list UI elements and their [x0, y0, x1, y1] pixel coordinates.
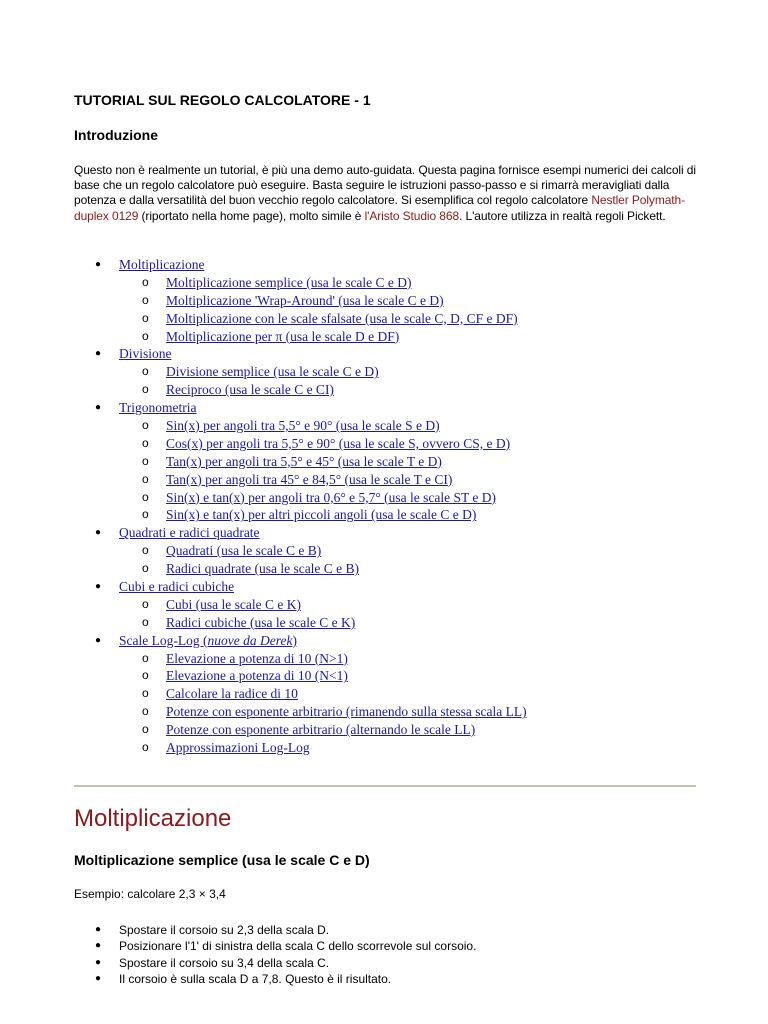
toc-section-link[interactable] [119, 633, 297, 648]
circle-bullet-icon: o [142, 310, 149, 325]
toc-subitem [74, 739, 696, 757]
circle-bullet-icon: o [142, 686, 149, 701]
toc-section-label: Quadrati e radici quadrate [119, 525, 260, 541]
circle-bullet-icon: o [142, 507, 149, 522]
step-item [74, 922, 476, 938]
steps-list [74, 922, 476, 988]
toc-section-label: Divisione [119, 346, 172, 362]
toc-subitem-link[interactable]: Radici quadrate (usa le scale C e B) [166, 561, 360, 577]
step-item [74, 955, 476, 971]
bullet-icon: ● [95, 924, 102, 935]
bullet-icon: ● [95, 402, 102, 414]
toc-subitem-link[interactable]: Elevazione a potenza di 10 (N>1) [166, 650, 348, 666]
circle-bullet-icon: o [142, 435, 149, 450]
circle-bullet-icon: o [142, 453, 149, 468]
circle-bullet-icon: o [142, 704, 149, 719]
toc-subitem-link[interactable]: Cubi (usa le scale C e K) [166, 596, 301, 612]
intro-text-2: (riportato nella home page), molto simile è [138, 208, 365, 223]
toc-subitem-link[interactable]: Calcolare la radice di 10 [166, 686, 298, 702]
circle-bullet-icon: o [142, 650, 149, 665]
step-item [74, 938, 476, 954]
toc-subitem [74, 363, 696, 381]
toc-section-item [74, 256, 696, 274]
circle-bullet-icon: o [142, 489, 149, 504]
toc-section-label-end: ) [292, 632, 297, 648]
step-text: Spostare il corsoio su 3,4 della scala C. [119, 955, 330, 970]
example-text: Esempio: calcolare 2,3 × 3,4 [74, 887, 226, 901]
subsection-title: Moltiplicazione semplice (usa le scale C e D) [74, 852, 370, 868]
toc-subitem [74, 435, 696, 453]
toc-subitem [74, 328, 696, 346]
toc-subitem-link[interactable]: Sin(x) per angoli tra 5,5° e 90° (usa le scale S e D) [166, 418, 440, 434]
toc-section-label: Cubi e radici cubiche [119, 579, 235, 595]
toc-subitem-link[interactable]: Quadrati (usa le scale C e B) [166, 543, 322, 559]
toc-section-item [74, 345, 696, 363]
step-item [74, 971, 476, 987]
toc-subitem [74, 453, 696, 471]
step-text: Il corsoio è sulla scala D a 7,8. Questo è il risultato. [119, 972, 392, 987]
circle-bullet-icon: o [142, 364, 149, 379]
circle-bullet-icon: o [142, 561, 149, 576]
toc-section-item [74, 524, 696, 542]
toc-subitem [74, 417, 696, 435]
toc-subitem-link[interactable]: Moltiplicazione per π (usa le scale D e DF) [166, 328, 400, 344]
toc-subitem-link[interactable]: Potenze con esponente arbitrario (rimanendo sulla stessa scala LL) [166, 704, 527, 720]
circle-bullet-icon: o [142, 543, 149, 558]
toc-subitem [74, 596, 696, 614]
bullet-icon: ● [95, 259, 102, 270]
toc-subitem-link[interactable]: Reciproco (usa le scale C e CI) [166, 382, 334, 398]
bullet-icon: ● [95, 956, 102, 968]
toc-section-item [74, 632, 696, 650]
toc-section-link[interactable] [119, 525, 260, 540]
toc-subitem [74, 703, 696, 721]
toc-subitem [74, 667, 696, 685]
step-text: Posizionare l'1' di sinistra della scala C dello scorrevole sul corsoio. [119, 939, 477, 954]
toc-section-label: Scale Log-Log ( [119, 632, 208, 648]
toc-subitem-link[interactable]: Sin(x) e tan(x) per altri piccoli angoli (usa le scale C e D) [166, 507, 477, 523]
section-title: Moltiplicazione [74, 805, 232, 832]
bullet-icon: ● [95, 940, 102, 952]
toc-section-link[interactable] [119, 257, 204, 272]
toc-subitem [74, 685, 696, 703]
toc-subitem-link[interactable]: Elevazione a potenza di 10 (N<1) [166, 668, 348, 684]
toc-subitem [74, 542, 696, 560]
toc-section-link[interactable] [119, 579, 234, 594]
toc-subitem-link[interactable]: Tan(x) per angoli tra 5,5° e 45° (usa le scale T e D) [166, 453, 442, 469]
toc-section-link[interactable] [119, 400, 197, 415]
toc-subitem [74, 489, 696, 507]
circle-bullet-icon: o [142, 274, 149, 289]
bullet-icon: ● [95, 973, 102, 985]
circle-bullet-icon: o [142, 418, 149, 433]
toc-subitem [74, 650, 696, 668]
circle-bullet-icon: o [142, 740, 149, 755]
toc-subitem [74, 560, 696, 578]
circle-bullet-icon: o [142, 668, 149, 683]
bullet-icon: ● [95, 581, 102, 593]
toc-subitem-link[interactable]: Sin(x) e tan(x) per angoli tra 0,6° e 5,7° (usa le scale ST e D) [166, 489, 496, 505]
toc-subitem-link[interactable]: Moltiplicazione semplice (usa le scale C e D) [166, 274, 412, 290]
circle-bullet-icon: o [142, 292, 149, 307]
toc-section-label: Trigonometria [119, 400, 197, 416]
toc-subitem-link[interactable]: Moltiplicazione con le scale sfalsate (usa le scale C, D, CF e DF) [166, 310, 518, 326]
circle-bullet-icon: o [142, 328, 149, 343]
toc-subitem [74, 381, 696, 399]
bullet-icon: ● [95, 634, 102, 646]
toc-subitem-link[interactable]: Approssimazioni Log-Log [166, 740, 310, 756]
circle-bullet-icon: o [142, 722, 149, 737]
intro-text-1: Questo non è realmente un tutorial, è più una demo auto-guidata. Questa pagina fornisce esempi numerici dei calcoli di base che un regolo calcolatore può eseguire. Basta seguire le istruzioni passo-passo e si rimarrà meravigliati dalla potenza e dalla versatilità del buon vecchio regolo calcolatore. Si esemplifica col regolo calcolatore [74, 163, 696, 208]
bullet-icon: ● [95, 348, 102, 360]
nestler-link[interactable]: Nestler Polymath-duplex 0129 [74, 193, 686, 223]
toc-subitem [74, 274, 696, 292]
toc-section-link[interactable] [119, 346, 172, 361]
toc-subitem [74, 310, 696, 328]
toc-subitem-link[interactable]: Tan(x) per angoli tra 45° e 84,5° (usa le scale T e CI) [166, 471, 453, 487]
intro-heading: Introduzione [74, 127, 158, 143]
step-text: Spostare il corsoio su 2,3 della scala D. [119, 923, 330, 937]
toc-subitem [74, 506, 696, 524]
toc-subitem-link[interactable]: Cos(x) per angoli tra 5,5° e 90° (usa le scale S, ovvero CS, e D) [166, 435, 511, 451]
circle-bullet-icon: o [142, 614, 149, 629]
page-title: TUTORIAL SUL REGOLO CALCOLATORE - 1 [74, 92, 371, 108]
toc-section-label-italic: nuove da Derek [207, 632, 293, 648]
table-of-contents [74, 256, 696, 757]
circle-bullet-icon: o [142, 471, 149, 486]
toc-subitem [74, 292, 696, 310]
toc-subitem [74, 614, 696, 632]
toc-subitem-link[interactable]: Divisione semplice (usa le scale C e D) [166, 364, 379, 380]
bullet-icon: ● [95, 527, 102, 539]
toc-subitem [74, 721, 696, 739]
intro-text-3: . L'autore utilizza in realtà regoli Pickett. [459, 208, 666, 223]
toc-section-item [74, 399, 696, 417]
section-divider [74, 785, 696, 787]
aristo-link[interactable]: l'Aristo Studio 868 [364, 208, 460, 223]
toc-subitem-link[interactable]: Radici cubiche (usa le scale C e K) [166, 614, 356, 630]
circle-bullet-icon: o [142, 596, 149, 611]
circle-bullet-icon: o [142, 382, 149, 397]
toc-subitem-link[interactable]: Potenze con esponente arbitrario (alternando le scale LL) [166, 722, 476, 738]
toc-subitem [74, 471, 696, 489]
toc-section-item [74, 578, 696, 596]
toc-subitem-link[interactable]: Moltiplicazione 'Wrap-Around' (usa le scale C e D) [166, 292, 444, 308]
intro-paragraph [74, 163, 696, 224]
toc-section-label: Moltiplicazione [119, 257, 205, 272]
